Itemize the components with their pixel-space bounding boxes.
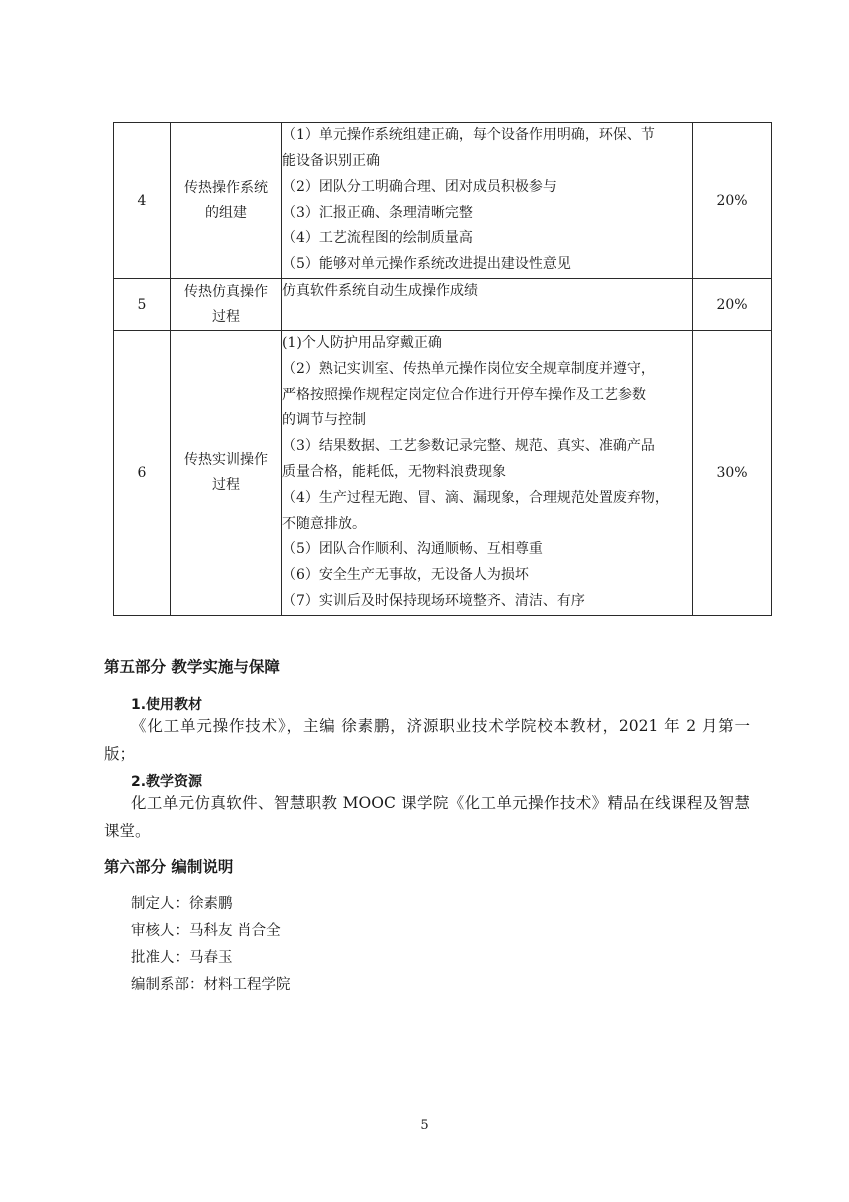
department-line: 编制系部：材料工程学院 xyxy=(131,977,291,993)
assessment-criteria: (1)个人防护用品穿戴正确 （2）熟记实训室、传热单元操作岗位安全规章制度并遵守， 严格按照操作规程定岗定位合作进行开停车操作及工艺参数 的调节与控制 （3）结果数据、工艺参数记录完整、规范、真实、准确产品 质量合格，能耗低，无物料浪费现象 （4）生产过程无跑、冒、滴、漏现象，合理规范处置废弃物， 不随意排放。 （5）团队合作顺利、沟通顺畅、互相尊重 （6）安全生产无事故，无设备人为损坏 （7）实训后及时保持现场环境整齐、清洁、有序 xyxy=(282,331,693,616)
section-heading: 第六部分 编制说明 xyxy=(104,858,234,876)
table-row xyxy=(114,331,772,616)
assessment-item: 传热实训操作 过程 xyxy=(171,331,282,616)
approver-line: 批准人：马春玉 xyxy=(131,950,233,966)
subsection-heading: 1.使用教材 xyxy=(131,697,203,713)
weight: 30% xyxy=(693,331,772,616)
weight: 20% xyxy=(693,279,772,331)
row-number: 4 xyxy=(114,123,171,279)
page-number: 5 xyxy=(420,1118,429,1133)
assessment-item: 传热操作系统 的组建 xyxy=(171,123,282,279)
author-line: 制定人：徐素鹏 xyxy=(131,896,233,912)
row-number: 5 xyxy=(114,279,171,331)
assessment-item: 传热仿真操作 过程 xyxy=(171,279,282,331)
reviewer-line: 审核人：马科友 肖合全 xyxy=(131,923,281,939)
paragraph: 化工单元仿真软件、智慧职教 MOOC 课学院《化工单元操作技术》精品在线课程及智慧课堂。 xyxy=(104,794,750,840)
grading-table xyxy=(113,122,772,616)
section-heading: 第五部分 教学实施与保障 xyxy=(104,658,280,676)
subsection-heading: 2.教学资源 xyxy=(131,774,203,790)
assessment-criteria: 仿真软件系统自动生成操作成绩 xyxy=(282,279,693,331)
table-row xyxy=(114,279,772,331)
row-number: 6 xyxy=(114,331,171,616)
assessment-criteria: （1）单元操作系统组建正确，每个设备作用明确，环保、节 能设备识别正确 （2）团队分工明确合理、团对成员积极参与 （3）汇报正确、条理清晰完整 （4）工艺流程图的绘制质量高 （5）能够对单元操作系统改进提出建设性意见 xyxy=(282,123,693,279)
paragraph: 《化工单元操作技术》，主编 徐素鹏，济源职业技术学院校本教材，2021 年 2 月第一版； xyxy=(104,717,750,763)
table-row xyxy=(114,123,772,279)
weight: 20% xyxy=(693,123,772,279)
